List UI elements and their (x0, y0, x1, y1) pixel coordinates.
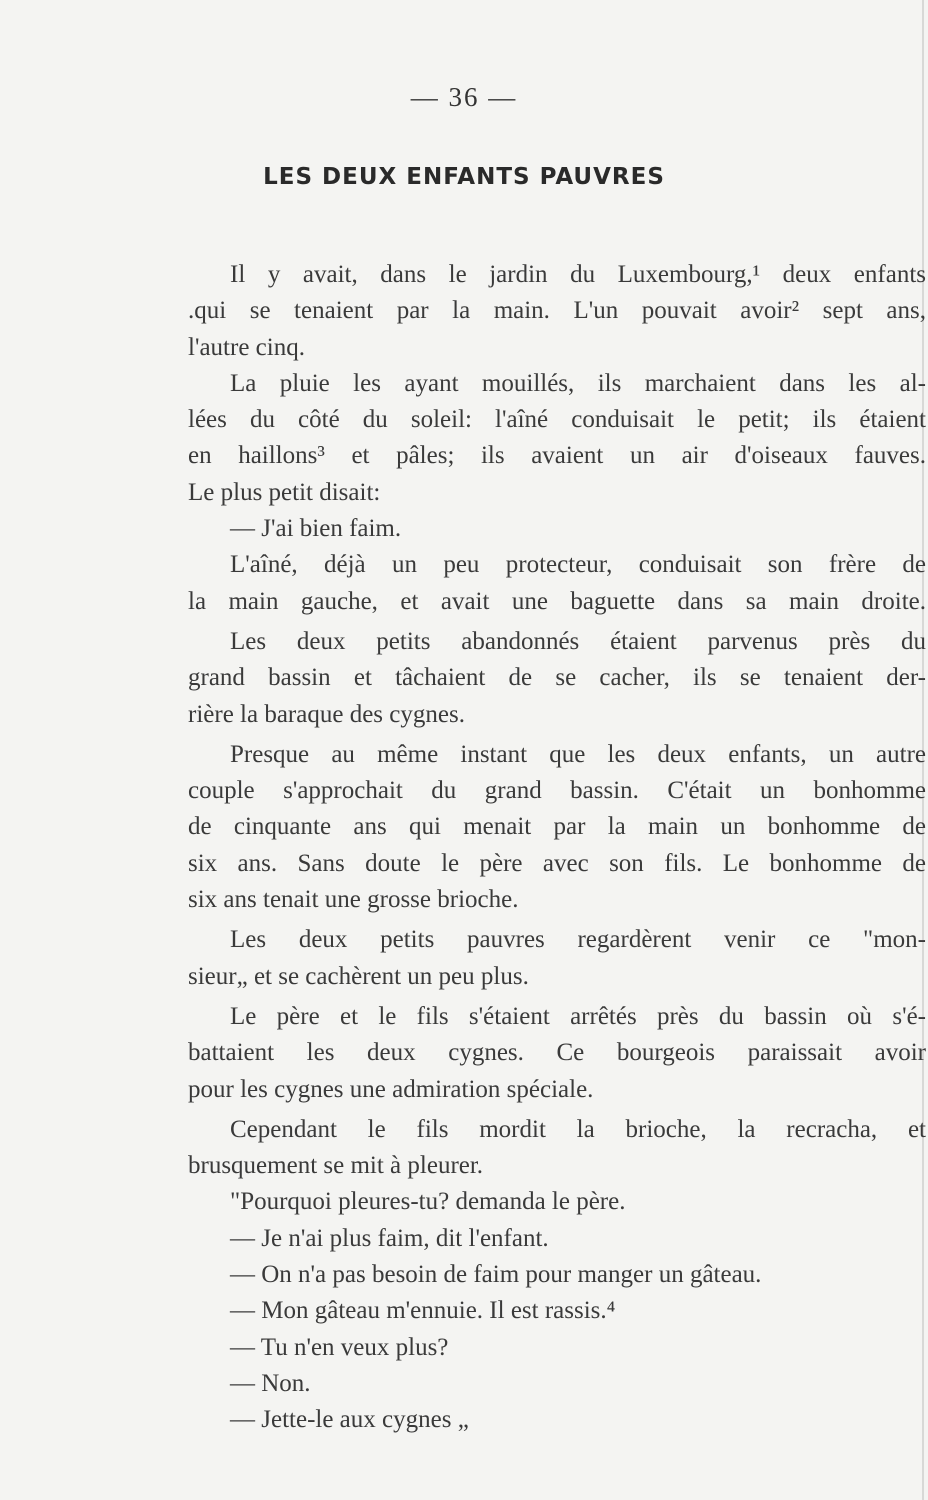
text-line: sieur„ et se cachèrent un peu plus. (188, 962, 529, 990)
text-line: "Pourquoi pleures-tu? demanda le père. (230, 1188, 626, 1216)
text-line: rière la baraque des cygnes. (188, 700, 465, 728)
text-line: Cependant le fils mordit la brioche, la recracha, et (230, 1115, 926, 1143)
text-line: couple s'approchait du grand bassin. C'était un bonhomme (188, 777, 926, 805)
text-line: pour les cygnes une admiration spéciale. (188, 1075, 594, 1103)
text-line: Les deux petits abandonnés étaient parvenus près du (230, 627, 926, 655)
text-line: — J'ai bien faim. (230, 515, 402, 543)
body-text (188, 257, 926, 1439)
text-line: — Tu n'en veux plus? (230, 1333, 449, 1361)
text-line: six ans. Sans doute le père avec son fils. Le bonhomme de (188, 849, 926, 877)
text-line: brusquement se mit à pleurer. (188, 1152, 484, 1180)
text-line: L'aîné, déjà un peu protecteur, conduisait son frère de (230, 551, 926, 579)
text-line: Presque au même instant que les deux enfants, un autre (230, 740, 926, 768)
text-line: — Non. (230, 1369, 311, 1397)
text-line: — On n'a pas besoin de faim pour manger un gâteau. (230, 1261, 762, 1289)
text-line: six ans tenait une grosse brioche. (188, 886, 519, 914)
chapter-title: LES DEUX ENFANTS PAUVRES (263, 164, 665, 190)
text-line: Le père et le fils s'étaient arrêtés près du bassin où s'é- (230, 1002, 926, 1030)
text-line: Il y avait, dans le jardin du Luxembourg,¹ deux enfants (230, 261, 926, 288)
text-line: en haillons³ et pâles; ils avaient un air d'oiseaux fauves. (188, 442, 926, 470)
text-line: Les deux petits pauvres regardèrent venir ce "mon- (230, 926, 926, 954)
text-line: battaient les deux cygnes. Ce bourgeois paraissait avoir (188, 1039, 926, 1067)
text-line: de cinquante ans qui menait par la main un bonhomme de (188, 813, 926, 841)
text-line: l'autre cinq. (188, 333, 305, 361)
text-line: — Je n'ai plus faim, dit l'enfant. (230, 1224, 549, 1252)
text-line: La pluie les ayant mouillés, ils marchaient dans les al- (230, 369, 926, 397)
text-line: — Jette-le aux cygnes „ (230, 1406, 469, 1434)
text-line: grand bassin et tâchaient de se cacher, ils se tenaient der- (188, 664, 926, 692)
text-line: la main gauche, et avait une baguette dans sa main droite. (188, 587, 926, 615)
page-number: — 36 — (410, 82, 518, 112)
text-line: — Mon gâteau m'ennuie. Il est rassis.⁴ (230, 1297, 616, 1325)
text-line: lées du côté du soleil: l'aîné conduisait le petit; ils étaient (188, 406, 926, 434)
text-line: .qui se tenaient par la main. L'un pouvait avoir² sept ans, (188, 297, 926, 325)
text-line: Le plus petit disait: (188, 478, 381, 506)
